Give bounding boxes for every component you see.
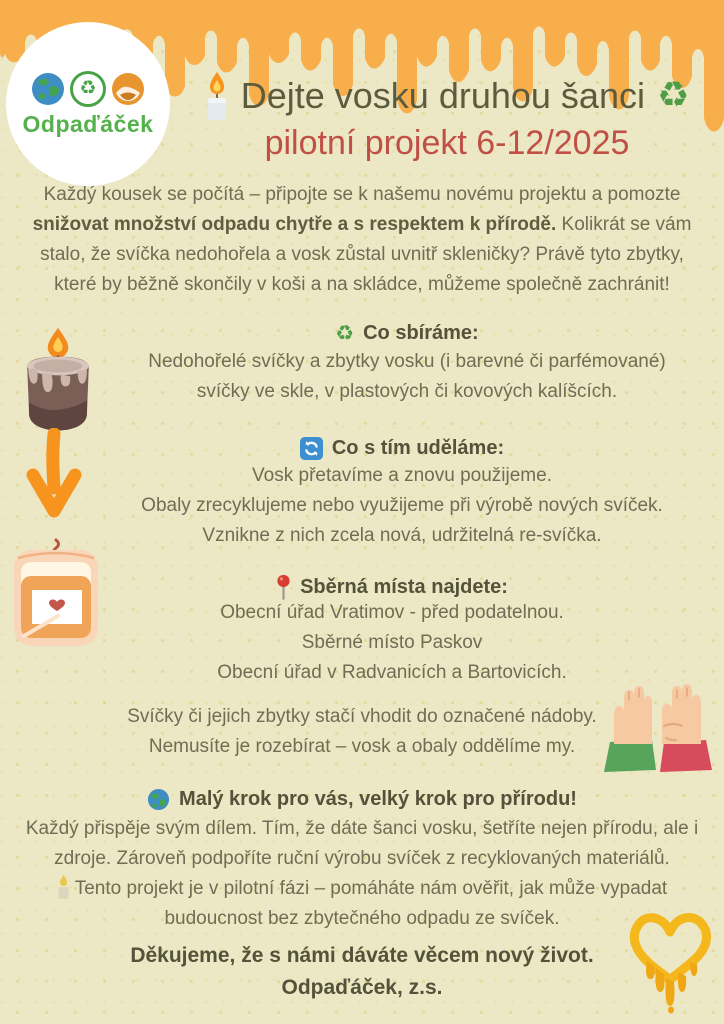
text-line: Nemusíte je rozebírat – vosk a obaly oddělíme my. <box>148 736 576 757</box>
hands-earth-icon <box>110 71 146 107</box>
page-title: Dejte vosku druhou šanci <box>240 75 645 116</box>
section-collect-heading <box>100 322 714 345</box>
recycle-icon: ♻ <box>335 321 355 345</box>
intro-lead: Každý kousek se počítá – připojte se k našemu novému projektu a pomozte <box>43 184 681 205</box>
section-impact-title: Malý krok pro vás, velký krok pro přírodu! <box>179 788 577 810</box>
down-arrow-illustration <box>26 428 82 520</box>
text-line: Vosk přetavíme a znovu použijeme. <box>252 465 552 486</box>
refresh-icon <box>300 437 323 460</box>
page-title-row <box>170 70 724 122</box>
section-collect-text <box>100 347 714 407</box>
recycle-icon: ♻ <box>656 75 690 116</box>
text-line: Svíčky či jejich zbytky stačí vhodit do označené nádoby. <box>127 706 597 727</box>
section-impact-text <box>22 814 702 934</box>
footer-line-2: Odpaďáček, z.s. <box>281 976 443 999</box>
text-line: Obecní úřad v Radvanicích a Bartovicích. <box>217 662 567 683</box>
section-places-title: Sběrná místa najdete: <box>300 576 508 598</box>
jar-candle-illustration <box>8 532 104 652</box>
pale-candle-icon <box>57 875 70 899</box>
text-line: svíčky ve skle, v plastových či kovových kalíšcích. <box>196 381 618 402</box>
logo-text: Odpaďáček <box>22 110 154 137</box>
pin-icon <box>276 574 291 601</box>
melting-heart-illustration <box>620 902 720 1014</box>
section-process-text <box>90 461 714 551</box>
candle-icon <box>205 70 229 122</box>
recycle-ring-icon <box>70 71 106 107</box>
section-collect-title: Co sbíráme: <box>363 322 479 344</box>
logo-icons <box>30 71 146 107</box>
section-impact-heading <box>0 788 724 811</box>
logo <box>6 22 170 186</box>
high-five-hands-illustration <box>600 682 720 774</box>
recycle-icon: ♻ <box>79 77 97 99</box>
text-line: Vznikne z nich zcela nová, udržitelná re-svíčka. <box>202 525 602 546</box>
text-line: Obaly zrecyklujeme nebo využijeme při výrobě nových svíček. <box>141 495 663 516</box>
text-line: Obecní úřad Vratimov - před podatelnou. <box>220 602 564 623</box>
melted-candle-illustration <box>16 326 100 434</box>
footer-thanks <box>0 940 724 1004</box>
globe-icon <box>147 788 170 811</box>
impact-paragraph-2-text: Tento projekt je v pilotní fázi – pomáháte nám ověřit, jak může vypadat budoucnost bez zbytečného odpadu ze svíček. <box>69 878 668 929</box>
section-places-heading <box>100 574 684 601</box>
text-line: Sběrné místo Paskov <box>301 632 483 653</box>
section-process-heading <box>90 437 714 460</box>
impact-paragraph-1: Každý přispěje svým dílem. Tím, že dáte šanci vosku, šetříte nejen přírodu, ale i zdroje. Zároveň podpoříte ruční výrobu svíček z recyklovaných materiálů. <box>25 818 699 869</box>
section-places-text <box>100 598 684 688</box>
intro-rest: Kolikrát se vám stalo, že svíčka nedohořela a vosk zůstal uvnitř skleničky? Právě tyto zbytky, které by běžně skončily v koši a na skládce, můžeme společně zachránit! <box>40 214 692 295</box>
intro-bold: snižovat množství odpadu chytře a s respektem k přírodě. <box>32 214 557 235</box>
page-subtitle: pilotní projekt 6-12/2025 <box>264 124 630 162</box>
text-line: Nedohořelé svíčky a zbytky vosku (i barevné či parfémované) <box>148 351 666 372</box>
section-process-title: Co s tím uděláme: <box>331 437 505 459</box>
globe-icon <box>30 71 66 107</box>
impact-paragraph-2 <box>22 874 702 934</box>
intro-paragraph <box>22 180 702 300</box>
footer-line-1: Děkujeme, že s námi dáváte věcem nový život. <box>130 944 594 967</box>
